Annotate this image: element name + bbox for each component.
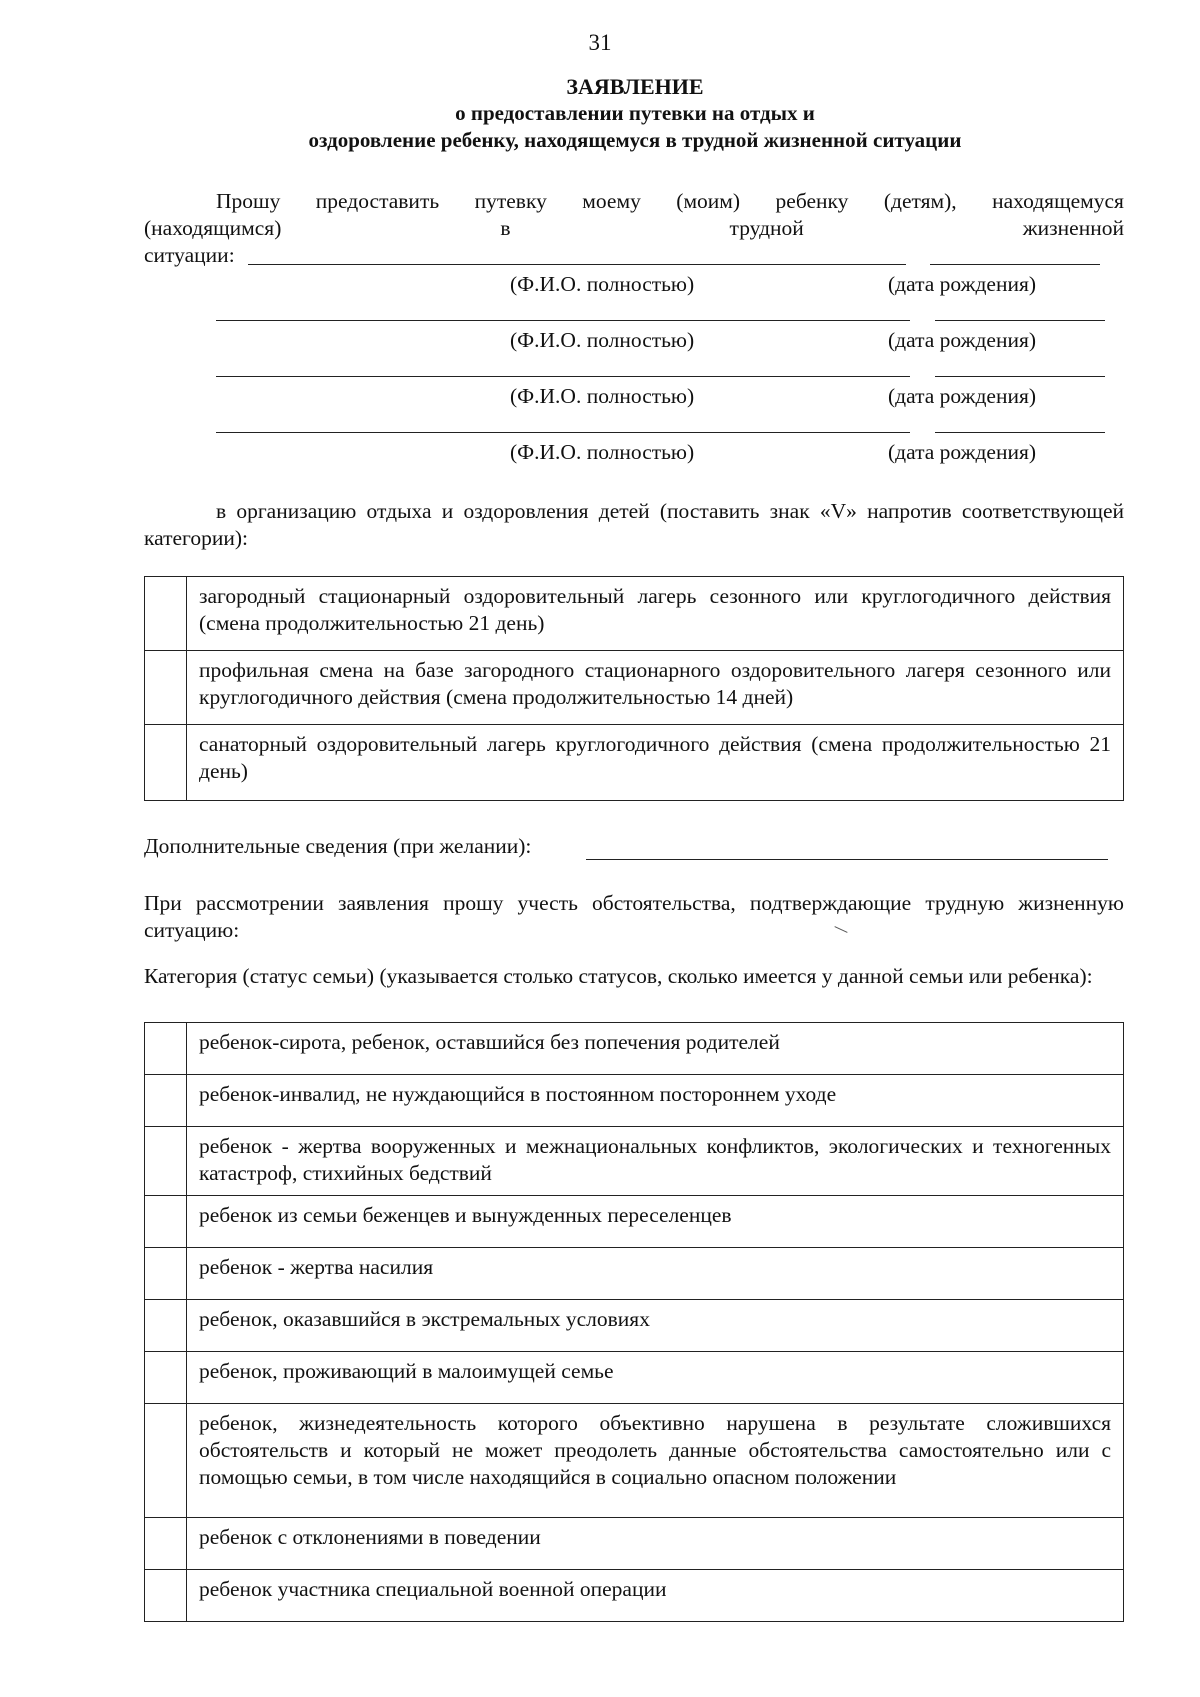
name-caption: (Ф.И.О. полностью)	[510, 384, 695, 408]
title-line-2: о предоставлении путевки на отдых и	[455, 101, 815, 125]
intro-word: ребенку	[775, 189, 849, 213]
table-row	[145, 1248, 1124, 1300]
additional-info-field[interactable]	[586, 859, 1108, 860]
category-checkbox[interactable]	[145, 1127, 187, 1196]
table-row	[145, 1404, 1124, 1518]
intro-line-1	[144, 188, 1124, 215]
category-label: ребенок - жертва насилия	[187, 1248, 1124, 1300]
category-checkbox[interactable]	[145, 1300, 187, 1352]
table-row	[145, 1075, 1124, 1127]
page-number: 31	[588, 30, 612, 55]
table-row	[145, 1570, 1124, 1622]
child-name-field[interactable]	[216, 432, 910, 433]
intro-word: Прошу	[216, 189, 281, 213]
date-caption: (дата рождения)	[888, 272, 1037, 296]
child-birthdate-field[interactable]	[935, 376, 1105, 377]
category-checkbox[interactable]	[145, 1075, 187, 1127]
organization-checkbox[interactable]	[145, 725, 187, 801]
category-paragraph: Категория (статус семьи) (указывается столько статусов, сколько имеется у данной семьи или ребенка):	[144, 964, 1093, 988]
document-title	[0, 73, 1200, 154]
table-row	[145, 1127, 1124, 1196]
category-label: ребенок, оказавшийся в экстремальных условиях	[187, 1300, 1124, 1352]
category-label: ребенок участника специальной военной операции	[187, 1570, 1124, 1622]
intro-word: находящемуся	[992, 189, 1124, 213]
child-birthdate-field[interactable]	[930, 264, 1100, 265]
table-row	[145, 1300, 1124, 1352]
category-label: ребенок с отклонениями в поведении	[187, 1518, 1124, 1570]
category-checkbox[interactable]	[145, 1196, 187, 1248]
intro-word: предоставить	[315, 189, 440, 213]
circumstances-paragraph: При рассмотрении заявления прошу учесть обстоятельства, подтверждающие трудную жизненную ситуацию:	[144, 891, 1124, 942]
category-label: ребенок-инвалид, не нуждающийся в постоянном постороннем уходе	[187, 1075, 1124, 1127]
category-checkbox[interactable]	[145, 1248, 187, 1300]
organization-option-label: профильная смена на базе загородного стационарного оздоровительного лагеря сезонного или круглогодичного действия (смена продолжительностью 14 дней)	[187, 651, 1124, 725]
intro-prefix: ситуации:	[144, 243, 235, 267]
intro-paragraph	[144, 188, 1124, 269]
date-caption: (дата рождения)	[888, 384, 1037, 408]
table-row	[145, 1196, 1124, 1248]
name-caption: (Ф.И.О. полностью)	[510, 440, 695, 464]
category-checkbox[interactable]	[145, 1518, 187, 1570]
intro-word: трудной	[729, 216, 804, 240]
name-caption: (Ф.И.О. полностью)	[510, 328, 695, 352]
name-caption: (Ф.И.О. полностью)	[510, 272, 695, 296]
table-row	[145, 1352, 1124, 1404]
intro-word: жизненной	[1022, 216, 1124, 240]
category-label: ребенок, проживающий в малоимущей семье	[187, 1352, 1124, 1404]
organization-option-label: загородный стационарный оздоровительный лагерь сезонного или круглогодичного действия (смена продолжительностью 21 день)	[187, 577, 1124, 651]
intro-word: в	[500, 216, 511, 240]
date-caption: (дата рождения)	[888, 328, 1037, 352]
title-line-3: оздоровление ребенку, находящемуся в трудной жизненной ситуации	[308, 128, 962, 152]
intro-word: (находящимся)	[144, 216, 282, 240]
table-row	[145, 725, 1124, 801]
intro-line-2	[144, 215, 1124, 242]
child-birthdate-field[interactable]	[935, 320, 1105, 321]
child-birthdate-field[interactable]	[935, 432, 1105, 433]
category-label: ребенок - жертва вооруженных и межнациональных конфликтов, экологических и техногенных катастроф, стихийных бедствий	[187, 1127, 1124, 1196]
intro-word: моему	[582, 189, 641, 213]
child-name-field[interactable]	[216, 376, 910, 377]
family-categories-table	[144, 1022, 1124, 1622]
title-main: ЗАЯВЛЕНИЕ	[566, 74, 704, 99]
child-name-field[interactable]	[216, 320, 910, 321]
child-name-field[interactable]	[248, 264, 906, 265]
category-label: ребенок-сирота, ребенок, оставшийся без попечения родителей	[187, 1023, 1124, 1075]
category-checkbox[interactable]	[145, 1352, 187, 1404]
intro-word: путевку	[474, 189, 547, 213]
organization-checkbox[interactable]	[145, 651, 187, 725]
additional-info-label: Дополнительные сведения (при желании):	[144, 834, 532, 858]
table-row	[145, 577, 1124, 651]
date-caption: (дата рождения)	[888, 440, 1037, 464]
table-row	[145, 1518, 1124, 1570]
category-checkbox[interactable]	[145, 1404, 187, 1518]
intro-word: (детям),	[883, 189, 957, 213]
intro-word: (моим)	[676, 189, 741, 213]
organization-options-table	[144, 576, 1124, 801]
organization-checkbox[interactable]	[145, 577, 187, 651]
category-label: ребенок, жизнедеятельность которого объективно нарушена в результате сложившихся обстоятельств и который не может преодолеть данные обстоятельства самостоятельно или с помощью семьи, в том числе находящийся в социально опасном положении	[187, 1404, 1124, 1518]
table-row	[145, 651, 1124, 725]
organization-paragraph: в организацию отдыха и оздоровления детей (поставить знак «V» напротив соответствующей категории):	[144, 499, 1124, 550]
category-checkbox[interactable]	[145, 1570, 187, 1622]
category-label: ребенок из семьи беженцев и вынужденных переселенцев	[187, 1196, 1124, 1248]
category-checkbox[interactable]	[145, 1023, 187, 1075]
table-row	[145, 1023, 1124, 1075]
organization-option-label: санаторный оздоровительный лагерь круглогодичного действия (смена продолжительностью 21 день)	[187, 725, 1124, 801]
